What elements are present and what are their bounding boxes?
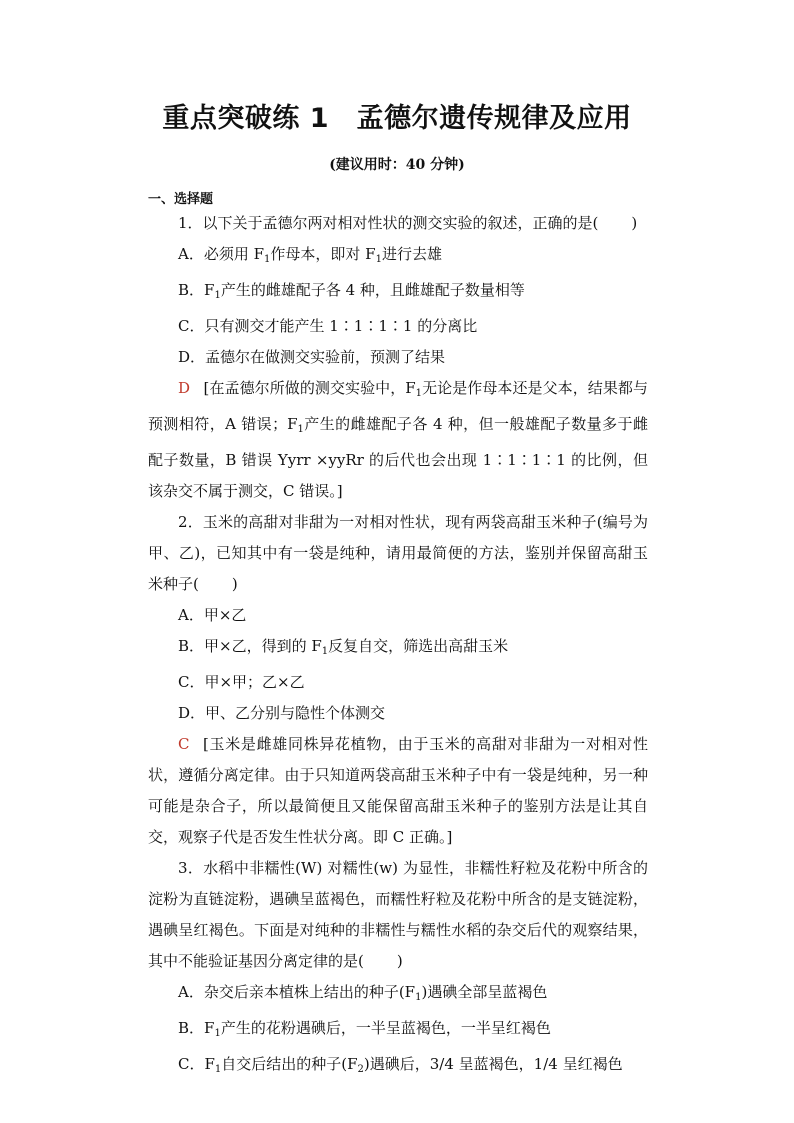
section-heading: 一、选择题: [148, 192, 214, 207]
question-2-option-a: A．甲×乙: [178, 606, 247, 624]
question-3-option-a: A．杂交后亲本植株上结出的种子$(F_1)$遇碘全部呈蓝褐色: [178, 983, 548, 1003]
question-list: [148, 208, 648, 1085]
answer-letter: D: [178, 379, 191, 397]
question-2-stem: 2．玉米的高甜对非甜为一对相对性状，现有两袋高甜玉米种子(编号为甲、乙)，已知其中有一袋是纯种，请用最简便的方法，鉴别并保留高甜玉米种子( ): [148, 513, 648, 593]
page-title: 重点突破练 1 孟德尔遗传规律及应用: [162, 103, 632, 134]
question-1-option-d: D．孟德尔在做测交实验前，预测了结果: [178, 348, 446, 366]
suggested-time: (建议用时：40 分钟): [329, 157, 465, 173]
question-2-option-c: C．甲×甲；乙×乙: [178, 673, 305, 691]
question-1-explanation: D [在孟德尔所做的测交实验中，$F_1$无论是作母本还是父本，结果都与预测相符，A 错误；$F_1$产生的雌雄配子各 4 种，但一般雄配子数量多于雌配子数量，B 错误 Yyrr ×yyRr 的后代也会出现 1∶1∶1∶1 的比例，但该杂交不属于测交，C 错误。]: [148, 379, 648, 500]
question-3-option-c: C．$F_1$自交后结出的种子$(F_2)$遇碘后，3/4 呈蓝褐色，1/4 呈红褐色: [178, 1055, 623, 1075]
question-1-option-c: C．只有测交才能产生 1∶1∶1∶1 的分离比: [178, 317, 478, 335]
question-1-option-b: B．$F_1$产生的雌雄配子各 4 种，且雌雄配子数量相等: [178, 281, 525, 301]
question-1-stem: 1．以下关于孟德尔两对相对性状的测交实验的叙述，正确的是( ): [178, 214, 638, 232]
answer-letter: C: [178, 735, 190, 753]
question-2-option-b: B．甲×乙，得到的 $F_1$反复自交，筛选出高甜玉米: [178, 637, 509, 657]
question-2-option-d: D．甲、乙分别与隐性个体测交: [178, 704, 386, 722]
question-1-option-a: A．必须用 $F_1$作母本，即对 $F_1$进行去雄: [178, 245, 442, 265]
question-3-option-b: B．$F_1$产生的花粉遇碘后，一半呈蓝褐色，一半呈红褐色: [178, 1019, 551, 1039]
question-3-stem: 3．水稻中非糯性(W) 对糯性(w) 为显性，非糯性籽粒及花粉中所含的淀粉为直链淀粉，遇碘呈蓝褐色，而糯性籽粒及花粉中所含的是支链淀粉，遇碘呈红褐色。下面是对纯种的非糯性与糯性水稻的杂交后代的观察结果，其中不能验证基因分离定律的是( ): [148, 859, 648, 970]
question-2-explanation: C [玉米是雌雄同株异花植物，由于玉米的高甜对非甜为一对相对性状，遵循分离定律。由于只知道两袋高甜玉米种子中有一袋是纯种，另一种可能是杂合子，所以最简便且又能保留高甜玉米种子的鉴别方法是让其自交，观察子代是否发生性状分离。即 C 正确。]: [148, 735, 648, 846]
